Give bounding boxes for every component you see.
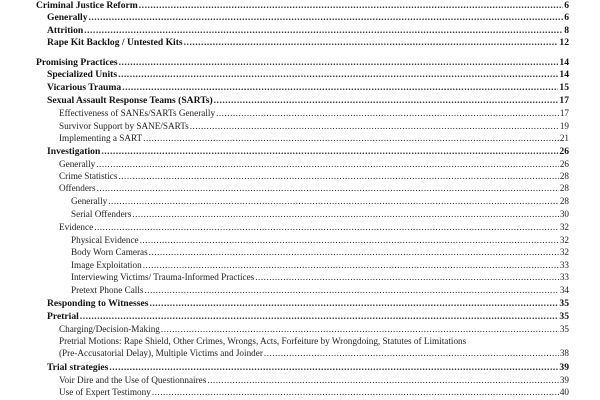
toc-entry-image-exploitation[interactable]: [71, 260, 569, 270]
toc-entry-implementing-a-sart[interactable]: [59, 133, 569, 143]
toc-entry-vicarious-trauma[interactable]: [47, 82, 569, 93]
toc-entry-page: 40: [559, 387, 569, 397]
leader-dots: [207, 375, 559, 385]
toc-entry-charging-decision-making[interactable]: [59, 324, 569, 334]
toc-entry-page: 14: [559, 57, 569, 68]
toc-entry-title: Trial strategies: [47, 362, 109, 373]
leader-dots: [190, 121, 559, 131]
leader-dots: [264, 348, 559, 358]
toc-entry-page: 35: [559, 298, 569, 309]
toc-entry-title: Body Worn Cameras: [71, 247, 148, 257]
toc-entry-title: Survivor Support by SANE/SARTs: [59, 121, 189, 131]
toc-entry-pretrial[interactable]: [47, 311, 569, 322]
toc-entry-page: 30: [559, 209, 569, 219]
toc-entry-pretrial-motions-continued[interactable]: [59, 348, 569, 358]
leader-dots: [149, 298, 558, 309]
toc-entry-title: Investigation: [47, 146, 101, 157]
toc-entry-evidence[interactable]: [59, 222, 569, 232]
leader-dots: [80, 311, 559, 322]
toc-entry-page: 35: [559, 311, 569, 322]
toc-entry-title: Criminal Justice Reform: [36, 0, 138, 11]
toc-entry-title: (Pre-Accusatorial Delay), Multiple Victims and Joinder: [59, 348, 263, 358]
leader-dots: [101, 146, 558, 157]
toc-entry-page: 12: [559, 37, 569, 48]
toc-entry-title: Pretrial: [47, 311, 79, 322]
toc-entry-pretext-phone-calls[interactable]: [71, 285, 569, 295]
toc-entry-page: 33: [559, 272, 569, 282]
toc-entry-generally[interactable]: [47, 12, 569, 23]
toc-entry-title: Voir Dire and the Use of Questionnaires: [59, 375, 207, 385]
toc-entry-attrition[interactable]: [47, 25, 569, 36]
toc-entry-title: Effectiveness of SANEs/SARTs Generally: [59, 108, 216, 118]
toc-entry-page: 28: [559, 183, 569, 193]
toc-entry-page: 32: [559, 247, 569, 257]
leader-dots: [216, 108, 559, 118]
toc-entry-title: Generally: [47, 12, 88, 23]
toc-entry-rape-kit-backlog[interactable]: [47, 37, 569, 48]
toc-entry-page: 17: [559, 108, 569, 118]
toc-entry-criminal-justice-reform[interactable]: [36, 0, 569, 11]
leader-dots: [143, 260, 559, 270]
toc-entry-page: 34: [559, 285, 569, 295]
toc-entry-title: Promising Practices: [36, 57, 118, 68]
toc-entry-page: 8: [564, 25, 569, 36]
toc-entry-title: Physical Evidence: [71, 235, 139, 245]
toc-entry-page: 32: [559, 222, 569, 232]
toc-entry-title: Offenders: [59, 183, 96, 193]
toc-entry-page: 32: [559, 235, 569, 245]
toc-entry-title: Charging/Decision-Making: [59, 324, 160, 334]
toc-entry-title: Pretrial Motions: Rape Shield, Other Crimes, Wrongs, Acts, Forfeiture by Wrongdoing, Statutes of Limitations: [59, 336, 467, 346]
toc-entry-title: Image Exploitation: [71, 260, 142, 270]
toc-entry-page: 26: [559, 146, 569, 157]
toc-entry-body-worn-cameras[interactable]: [71, 247, 569, 257]
toc-entry-page: 6: [564, 0, 569, 11]
toc-entry-specialized-units[interactable]: [47, 69, 569, 80]
toc-entry-page: 6: [564, 12, 569, 23]
toc-entry-page: 33: [559, 260, 569, 270]
leader-dots: [143, 133, 559, 143]
toc-entry-title: Responding to Witnesses: [47, 298, 149, 309]
leader-dots: [122, 82, 558, 93]
leader-dots: [214, 95, 559, 106]
toc-entry-title: Attrition: [47, 25, 84, 36]
leader-dots: [161, 324, 559, 334]
leader-dots: [140, 235, 559, 245]
toc-entry-offenders-generally[interactable]: [71, 196, 569, 206]
toc-entry-page: 39: [559, 375, 569, 385]
toc-entry-effectiveness-of-sanes-sarts[interactable]: [59, 108, 569, 118]
toc-entry-physical-evidence[interactable]: [71, 235, 569, 245]
leader-dots: [118, 69, 558, 80]
toc-entry-title: Generally: [71, 196, 108, 206]
toc-entry-page: 17: [559, 95, 569, 106]
toc-entry-title: Serial Offenders: [71, 209, 132, 219]
toc-entry-page: 38: [559, 348, 569, 358]
leader-dots: [84, 25, 563, 36]
toc-entry-page: 15: [559, 82, 569, 93]
toc-entry-investigation-generally[interactable]: [59, 159, 569, 169]
toc-entry-interviewing-victims[interactable]: [71, 272, 569, 282]
toc-entry-page: 35: [559, 324, 569, 334]
toc-entry-title: Crime Statistics: [59, 171, 118, 181]
leader-dots: [109, 362, 558, 373]
toc-entry-title: Interviewing Victims/ Trauma-Informed Practices: [71, 272, 255, 282]
toc-entry-page: 26: [559, 159, 569, 169]
toc-entry-title: Rape Kit Backlog / Untested Kits: [47, 37, 183, 48]
leader-dots: [94, 222, 559, 232]
toc-entry-page: 39: [559, 362, 569, 373]
toc-entry-title: Vicarious Trauma: [47, 82, 122, 93]
toc-entry-title: Pretext Phone Calls: [71, 285, 144, 295]
toc-entry-survivor-support[interactable]: [59, 121, 569, 131]
leader-dots: [255, 272, 559, 282]
toc-entry-page: 28: [559, 171, 569, 181]
toc-entry-page: 21: [559, 133, 569, 143]
toc-entry-page: 28: [559, 196, 569, 206]
toc-entry-promising-practices[interactable]: [36, 57, 569, 68]
toc-entry-pretrial-motions[interactable]: [59, 336, 569, 346]
leader-dots: [184, 37, 559, 48]
toc-entry-crime-statistics[interactable]: [59, 171, 569, 181]
toc-entry-title: Specialized Units: [47, 69, 118, 80]
toc-entry-title: Evidence: [59, 222, 94, 232]
toc-entry-title: Generally: [59, 159, 96, 169]
toc-entry-investigation[interactable]: [47, 146, 569, 157]
leader-dots: [144, 285, 558, 295]
leader-dots: [96, 159, 559, 169]
toc-entry-page: 14: [559, 69, 569, 80]
toc-entry-title: Implementing a SART: [59, 133, 143, 143]
toc-entry-title: Use of Expert Testimony: [59, 387, 151, 397]
toc-entry-sarts[interactable]: [47, 95, 569, 106]
leader-dots: [139, 0, 563, 11]
leader-dots: [149, 247, 559, 257]
leader-dots: [97, 183, 559, 193]
toc-entry-page: 19: [559, 121, 569, 131]
toc-entry-expert-testimony[interactable]: [59, 387, 569, 397]
toc-entry-offenders[interactable]: [59, 183, 569, 193]
toc-entry-title: Sexual Assault Response Teams (SARTs): [47, 95, 213, 106]
leader-dots: [89, 12, 564, 23]
toc-entry-serial-offenders[interactable]: [71, 209, 569, 219]
toc-entry-responding-to-witnesses[interactable]: [47, 298, 569, 309]
leader-dots: [132, 209, 559, 219]
leader-dots: [119, 57, 559, 68]
leader-dots: [108, 196, 559, 206]
leader-dots: [118, 171, 558, 181]
toc-entry-voir-dire[interactable]: [59, 375, 569, 385]
toc-entry-trial-strategies[interactable]: [47, 362, 569, 373]
leader-dots: [152, 387, 559, 397]
